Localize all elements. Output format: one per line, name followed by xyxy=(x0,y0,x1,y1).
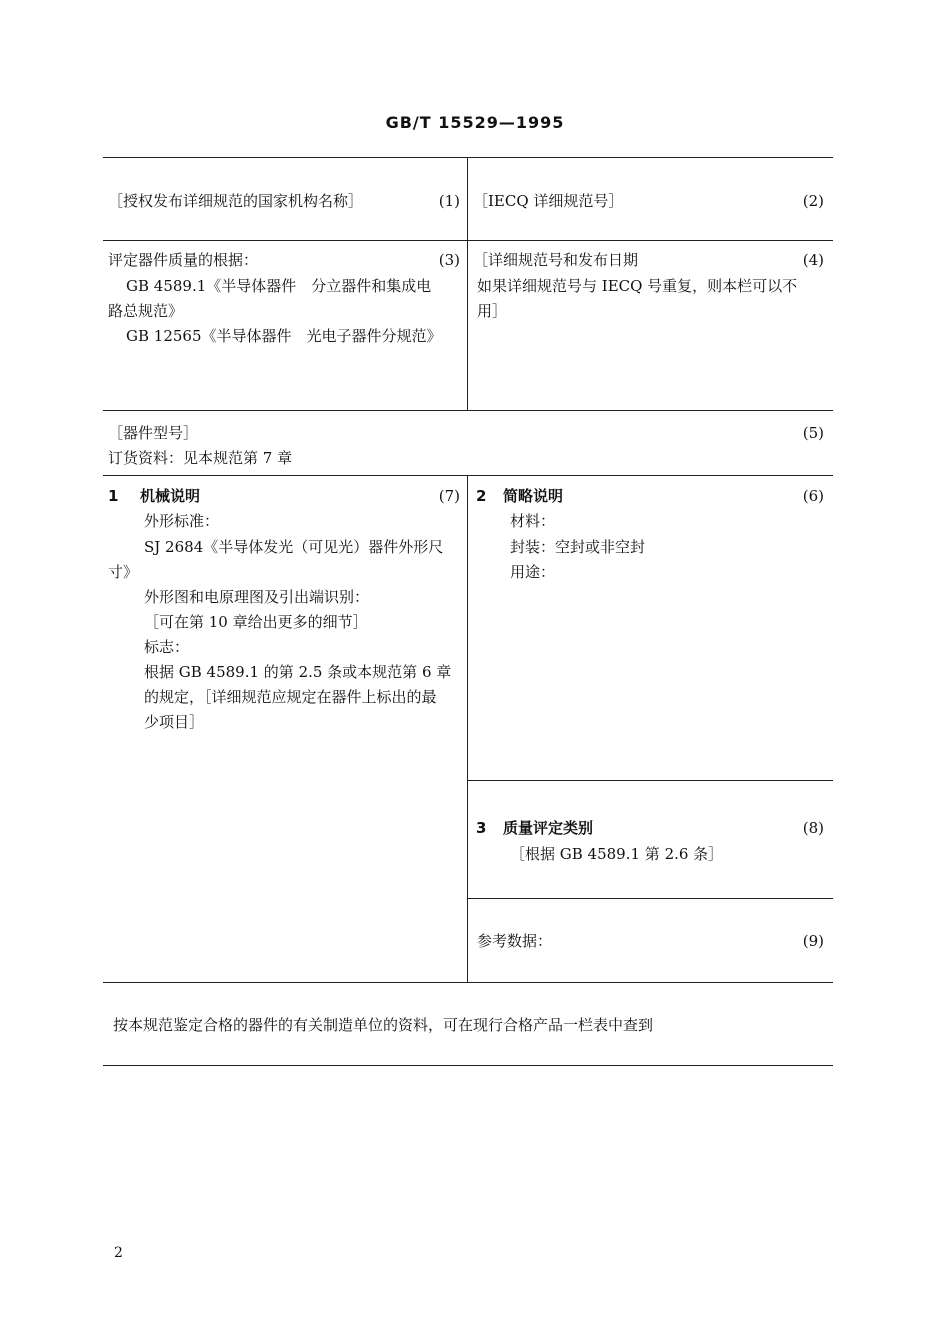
box2-text: ［IECQ 详细规范号］ xyxy=(473,192,624,210)
box6-line: 材料： xyxy=(510,512,556,530)
box4-line: 用］ xyxy=(477,302,508,320)
box7-num: (7) xyxy=(438,487,460,505)
top-rule xyxy=(103,157,833,158)
box3-line: GB 12565《半导体器件 光电子器件分规范》 xyxy=(126,327,442,345)
box6-num: (6) xyxy=(802,487,824,505)
rule-table-bottom xyxy=(103,982,833,983)
box7-line: SJ 2684《半导体发光（可见光）器件外形尺 xyxy=(144,538,444,556)
rule-row1 xyxy=(103,240,833,241)
box3-num: (3) xyxy=(438,251,460,269)
standard-number: GB/T 15529—1995 xyxy=(385,113,565,132)
box7-line: ［可在第 10 章给出更多的细节］ xyxy=(144,613,368,631)
box7-line: 根据 GB 4589.1 的第 2.5 条或本规范第 6 章 xyxy=(144,663,452,681)
box7-line: 外形图和电原理图及引出端识别： xyxy=(144,588,370,606)
rule-right-mid1 xyxy=(467,780,833,781)
box1-text: ［授权发布详细规范的国家机构名称］ xyxy=(108,192,364,210)
rule-right-mid2 xyxy=(467,898,833,899)
box6-line: 封装：空封或非空封 xyxy=(510,538,646,556)
rule-footer xyxy=(103,1065,833,1066)
rule-row3 xyxy=(103,475,833,476)
box6-title: 简略说明 xyxy=(503,487,564,505)
box4-line: 如果详细规范号与 IECQ 号重复，则本栏可以不 xyxy=(477,277,798,295)
box7-index: 1 xyxy=(108,487,119,505)
box9-num: (9) xyxy=(802,932,824,950)
box6-index: 2 xyxy=(476,487,487,505)
box9-title: 参考数据： xyxy=(477,932,553,950)
box7-line: 寸》 xyxy=(108,563,139,581)
box2-num: (2) xyxy=(802,192,824,210)
divider-row3 xyxy=(467,476,468,982)
box8-index: 3 xyxy=(476,819,487,837)
box5-title: ［器件型号］ xyxy=(108,424,199,442)
page-number: 2 xyxy=(114,1245,123,1261)
rule-row2 xyxy=(103,410,833,411)
box6-line: 用途： xyxy=(510,563,556,581)
box4-title: ［详细规范号和发布日期 xyxy=(473,251,639,269)
box7-line: 外形标准： xyxy=(144,512,220,530)
box8-line: ［根据 GB 4589.1 第 2.6 条］ xyxy=(510,845,724,863)
box5-line: 订货资料：见本规范第 7 章 xyxy=(108,449,293,467)
box8-title: 质量评定类别 xyxy=(503,819,594,837)
box1-num: (1) xyxy=(438,192,460,210)
box3-title: 评定器件质量的根据： xyxy=(108,251,259,269)
box7-line: 少项目］ xyxy=(144,713,205,731)
box3-line: GB 4589.1《半导体器件 分立器件和集成电 xyxy=(126,277,432,295)
box5-num: (5) xyxy=(802,424,824,442)
box3-line: 路总规范》 xyxy=(108,302,184,320)
box8-num: (8) xyxy=(802,819,824,837)
footer-note: 按本规范鉴定合格的器件的有关制造单位的资料，可在现行合格产品一栏表中查到 xyxy=(113,1016,654,1034)
box4-num: (4) xyxy=(802,251,824,269)
box7-title: 机械说明 xyxy=(140,487,201,505)
box7-line: 标志： xyxy=(144,638,190,656)
divider-row1 xyxy=(467,158,468,410)
box7-line: 的规定，［详细规范应规定在器件上标出的最 xyxy=(144,688,437,706)
